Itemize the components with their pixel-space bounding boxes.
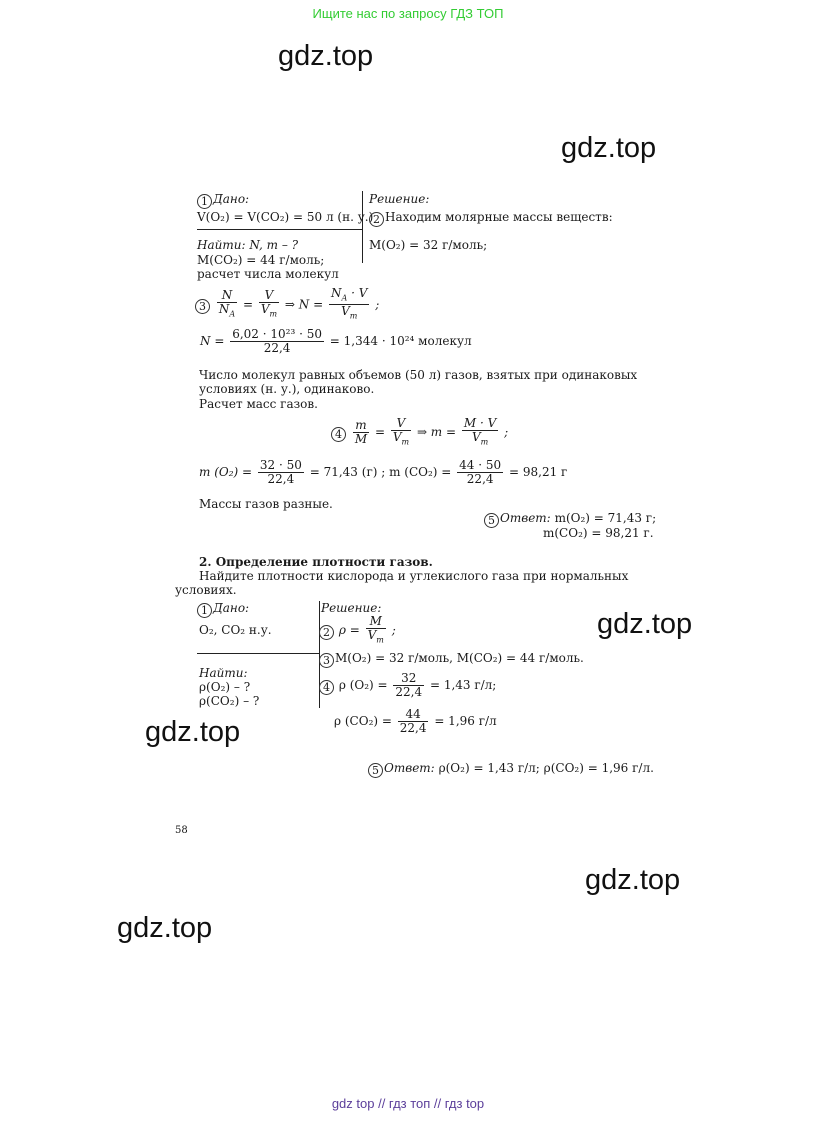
page-number: 58 (175, 825, 188, 836)
formula-n: 3 $\frac{N}{N_A}$ = $\frac{V}{V_m}$ ⇒ N = $\frac{N_A \cdot V}{V_m}$ ; (195, 287, 379, 323)
paragraph-equal-molecules: Число молекул равных объемов (50 л) газов, взятых при одинаковых (199, 368, 638, 382)
search-banner: Ищите нас по запросу ГДЗ ТОП (312, 6, 504, 21)
step-number: 4 (331, 427, 346, 442)
molar-mass-o2: M(O₂) = 32 г/моль; (369, 238, 488, 252)
given-header: 1 Дано: (197, 601, 249, 618)
mass-calc-label: Расчет масс газов. (199, 397, 318, 411)
answer2-line: 5 Ответ: ρ(O₂) = 1,43 г/л; ρ(CO₂) = 1,96 г/л. (368, 761, 654, 778)
footer-links: gdz top // гдз топ // гдз top (331, 1096, 485, 1111)
given-header: 1 Дано: (197, 192, 249, 209)
paragraph-equal-molecules-cont: условиях (н. у.), одинаково. (199, 382, 375, 396)
solution-header: Решение: (321, 601, 382, 615)
step-number: 5 (484, 513, 499, 528)
step-number: 1 (197, 194, 212, 209)
formula-n-calc: N = $\frac{\text{6,02 · 10²³ · 50}}{22,4}$ = 1,344 · 10²⁴ молекул (200, 327, 472, 355)
section-heading: 2. Определение плотности газов. (199, 555, 433, 569)
answer1-line2: m(CO₂) = 98,21 г. (543, 526, 654, 540)
step-number: 3 (195, 299, 210, 314)
step-number: 2 (369, 212, 384, 227)
step-number: 5 (368, 763, 383, 778)
molecule-calc-label: расчет числа молекул (197, 267, 339, 281)
task2-paragraph-cont: условиях. (175, 583, 237, 597)
watermark: gdz.top (117, 912, 213, 944)
given-divider (362, 191, 363, 263)
watermark: gdz.top (145, 716, 241, 748)
masses-differ: Массы газов разные. (199, 497, 333, 511)
watermark: gdz.top (278, 40, 374, 72)
watermark: gdz.top (561, 132, 657, 164)
given-underline (197, 229, 362, 230)
find-rho-o2: ρ(O₂) – ? (199, 680, 251, 694)
step2-text: 2 Находим молярные массы веществ: (369, 210, 613, 227)
find-label: Найти: (199, 666, 248, 680)
mass-calc-formula: m (O₂) = $\frac{32 \cdot 50}{22,4}$ = 71,43 (г) ; m (CO₂) = $\frac{44 \cdot 50}{22,4}$ = 98,21 г (199, 458, 568, 486)
solution-header: Решение: (369, 192, 430, 206)
watermark: gdz.top (597, 608, 693, 640)
watermark: gdz.top (585, 864, 681, 896)
find-rho-co2: ρ(CO₂) – ? (199, 694, 260, 708)
step-number: 3 (319, 653, 334, 668)
given-values: V(O₂) = V(CO₂) = 50 л (н. у.) (197, 210, 374, 224)
density-co2-calc: ρ (CO₂) = $\frac{44}{22,4}$ = 1,96 г/л (334, 707, 497, 735)
step-number: 1 (197, 603, 212, 618)
molar-mass-co2: M(CO₂) = 44 г/моль; (197, 253, 325, 267)
density-o2-calc: 4 ρ (O₂) = $\frac{32}{22,4}$ = 1,43 г/л; (319, 672, 496, 699)
molar-masses-line: 3 M(O₂) = 32 г/моль, M(CO₂) = 44 г/моль. (319, 651, 584, 668)
task2-paragraph: Найдите плотности кислорода и углекислого газа при нормальных (199, 569, 629, 583)
given-underline (197, 653, 319, 654)
step-number: 2 (319, 625, 334, 640)
answer1-line: 5 Ответ: m(O₂) = 71,43 г; (484, 511, 656, 528)
step-number: 4 (319, 680, 334, 695)
formula-m: 4 $\frac{m}{M}$ = $\frac{V}{V_m}$ ⇒ m = $\frac{M \cdot V}{V_m}$ ; (331, 417, 508, 448)
given-values: O₂, CO₂ н.у. (199, 623, 272, 637)
density-formula: 2 ρ = $\frac{M}{V_m}$ ; (319, 615, 396, 646)
find-line: Найти: N, m – ? (197, 238, 299, 252)
